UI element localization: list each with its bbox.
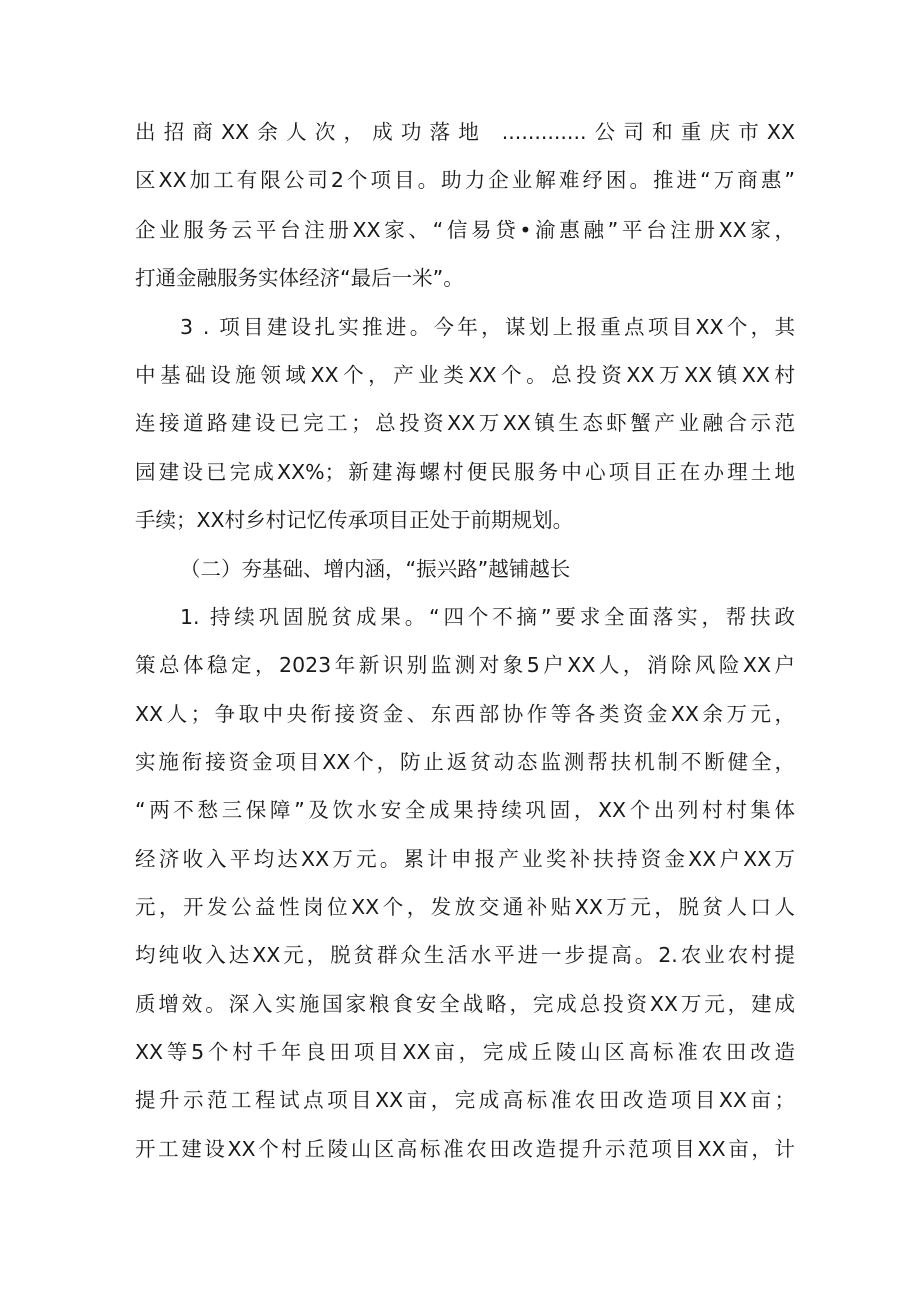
body-text-line: XX等5个村千年良田项目XX亩，完成丘陵山区高标准农田改造 xyxy=(135,1040,795,1064)
section-heading: （二）夯基础、增内涵，“振兴路”越铺越长 xyxy=(180,557,571,581)
body-text-line: 实施衔接资金项目XX个，防止返贫动态监测帮扶机制不断健全， xyxy=(135,750,795,774)
body-text-line: 出招商XX余人次，成功落地 .............公司和重庆市XX xyxy=(135,120,795,144)
body-text-line: 园建设已完成XX%；新建海螺村便民服务中心项目正在办理土地 xyxy=(135,460,795,484)
body-text-line: “两不愁三保障”及饮水安全成果持续巩固，XX个出列村村集体 xyxy=(135,798,795,822)
body-text-line: 企业服务云平台注册XX家、“信易贷•渝惠融”平台注册XX家， xyxy=(135,218,795,242)
body-text-line: 提升示范工程试点项目XX亩，完成高标准农田改造项目XX亩； xyxy=(135,1088,795,1112)
body-text-line: 手续；XX村乡村记忆传承项目正处于前期规划。 xyxy=(135,508,574,532)
body-text-line: 3 . 项目建设扎实推进。今年，谋划上报重点项目XX个，其 xyxy=(180,315,795,339)
body-text-line: 开工建设XX个村丘陵山区高标准农田改造提升示范项目XX亩，计 xyxy=(135,1137,795,1161)
body-text-line: 均纯收入达XX元，脱贫群众生活水平进一步提高。2.农业农村提 xyxy=(135,943,795,967)
body-text-line: 质增效。深入实施国家粮食安全战略，完成总投资XX万元，建成 xyxy=(135,992,795,1016)
body-text-line: 中基础设施领域XX个，产业类XX个。总投资XX万XX镇XX村 xyxy=(135,363,795,387)
body-text-line: 打通金融服务实体经济“最后一米”。 xyxy=(135,266,464,290)
body-text-line: 区XX加工有限公司2个项目。助力企业解难纾困。推进“万商惠” xyxy=(135,168,795,192)
body-text-line: 连接道路建设已完工；总投资XX万XX镇生态虾蟹产业融合示范 xyxy=(135,411,795,435)
body-text-line: 经济收入平均达XX万元。累计申报产业奖补扶持资金XX户XX万 xyxy=(135,847,795,871)
body-text-line: 1. 持续巩固脱贫成果。“四个不摘”要求全面落实，帮扶政 xyxy=(180,605,795,629)
body-text-line: 策总体稳定，2023年新识别监测对象5户XX人，消除风险XX户 xyxy=(135,653,795,677)
body-text-line: 元，开发公益性岗位XX个，发放交通补贴XX万元，脱贫人口人 xyxy=(135,895,795,919)
body-text-line: XX人；争取中央衔接资金、东西部协作等各类资金XX余万元， xyxy=(135,702,795,726)
